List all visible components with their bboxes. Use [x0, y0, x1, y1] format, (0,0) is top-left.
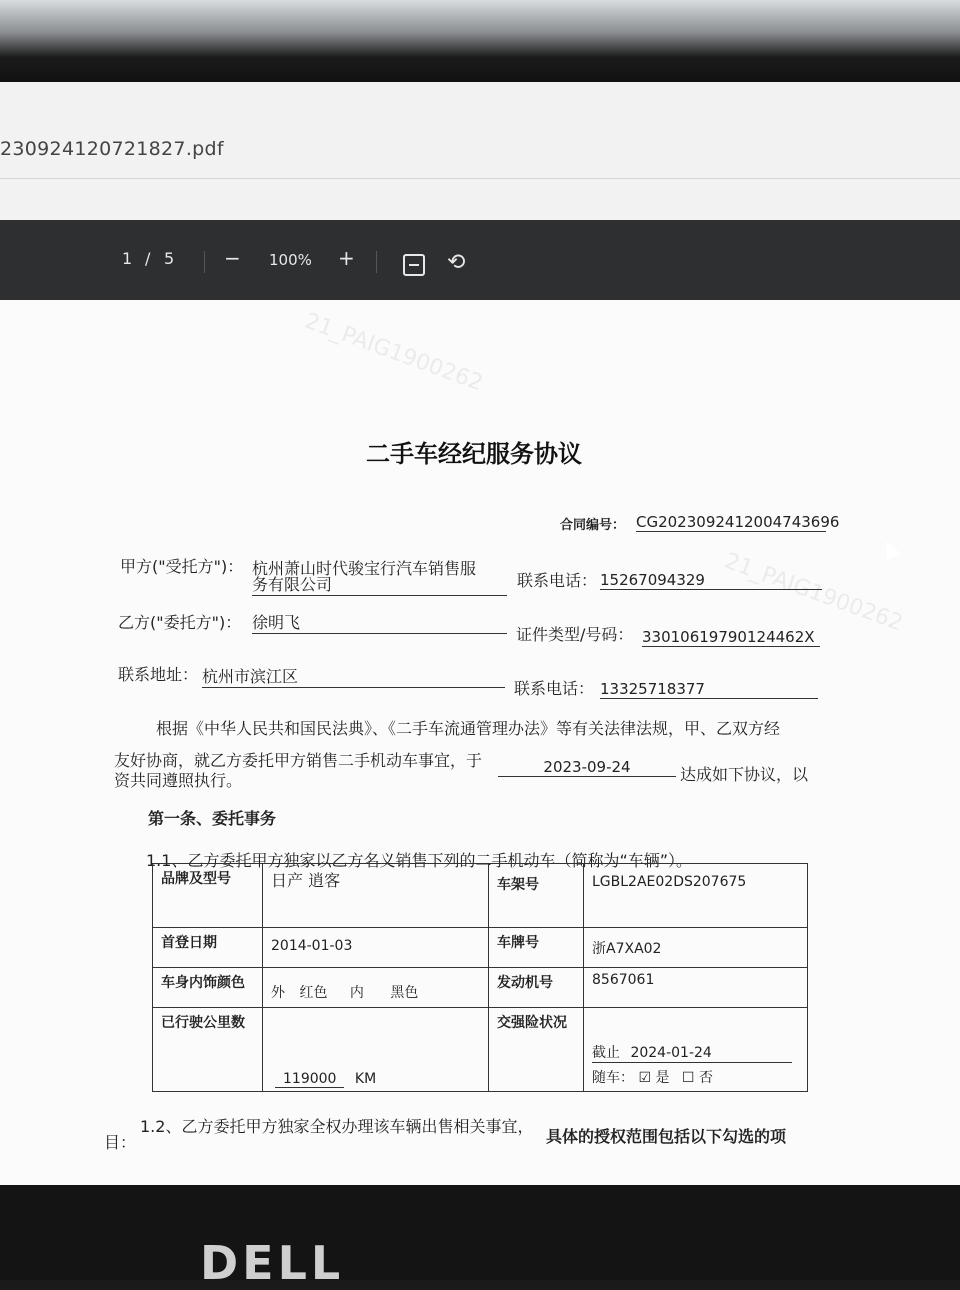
zoom-level[interactable]: 100% [269, 251, 312, 269]
clause-1-2-bold: 具体的授权范围包括以下勾选的项 [546, 1127, 787, 1146]
contract-no: CG2023092412004743696 [636, 513, 840, 531]
window-titlebar [0, 82, 960, 221]
vin-label: 车架号 [489, 864, 584, 928]
agreement-date: 2023-09-24 [498, 758, 676, 777]
paragraph-line: 友好协商，就乙方委托甲方销售二手机动车事宜，于 [114, 751, 483, 770]
exterior-label: 外 [271, 985, 285, 1001]
vehicle-info-table [152, 863, 808, 1092]
dell-logo: DELL [200, 1236, 345, 1290]
contract-no-label: 合同编号： [560, 518, 626, 533]
reg-date-value: 2014-01-03 [263, 928, 489, 968]
rotate-icon[interactable]: ⟲ [447, 250, 466, 275]
party-b-phone: 13325718377 [600, 680, 818, 699]
mileage-value: 119000 [275, 1071, 344, 1088]
page-total: 5 [164, 249, 175, 268]
file-name: 230924120721827.pdf [0, 138, 224, 160]
vin-value: LGBL2AE02DS207675 [584, 864, 808, 928]
watermark: 21_PAIG1900262 [721, 548, 907, 637]
paragraph-line: 资共同遵照执行。 [114, 771, 243, 790]
interior-color: 黑色 [390, 985, 419, 1001]
page-current[interactable]: 1 [122, 249, 133, 268]
address: 杭州市滨江区 [202, 664, 505, 688]
id-label: 证件类型/号码： [516, 625, 634, 644]
reg-date-label: 首登日期 [153, 928, 263, 968]
interior-label: 内 [349, 985, 364, 1001]
mileage-label: 已行驶公里数 [153, 1008, 263, 1092]
party-b-phone-label: 联系电话： [514, 679, 595, 698]
pdf-page [0, 300, 960, 1185]
insurance-label: 交强险状况 [489, 1008, 584, 1092]
zoom-out-button[interactable]: − [224, 246, 241, 270]
engine-value: 8567061 [584, 968, 808, 1008]
color-label: 车身内饰颜色 [153, 968, 263, 1008]
id-number: 33010619790124462X [642, 628, 820, 647]
party-a-name-line1: 杭州萧山时代骏宝行汽车销售服 [252, 559, 477, 578]
checkbox-yes: ☑ [638, 1070, 652, 1086]
clause-1-2-tail: 目： [104, 1133, 137, 1152]
mileage-unit: KM [354, 1071, 377, 1087]
paragraph-line: 根据《中华人民共和国民法典》、《二手车流通管理办法》等有关法律法规，甲、乙双方经 [156, 719, 781, 738]
clause-1-2: 1.2、乙方委托甲方独家全权办理该车辆出售相关事宜， [140, 1117, 534, 1136]
fit-page-icon[interactable] [403, 254, 425, 276]
document-title: 二手车经纪服务协议 [366, 440, 582, 468]
party-a-phone-label: 联系电话： [517, 571, 598, 590]
insurance-until-label: 截止 [592, 1045, 620, 1061]
insurance-until-date: 2024-01-24 [630, 1045, 712, 1061]
zoom-in-button[interactable]: + [338, 246, 355, 270]
brand-value: 日产 逍客 [263, 864, 489, 928]
watermark: 21_PAIG1900262 [301, 308, 487, 397]
paragraph-line: 达成如下协议，以 [680, 765, 809, 784]
plate-value: 浙A7XA02 [584, 928, 808, 968]
page-separator: / [145, 249, 151, 268]
divider [0, 178, 960, 179]
party-a-label: 甲方("受托方")： [120, 557, 244, 576]
monitor-bottom-bezel [0, 1185, 960, 1280]
no-label: 否 [698, 1070, 713, 1086]
pdf-toolbar [0, 220, 960, 300]
with-car-label: 随车： [592, 1070, 634, 1086]
section-heading: 第一条、委托事务 [148, 809, 277, 828]
clause-1-1: 1.1、乙方委托甲方独家以乙方名义销售下列的二手机动车（简称为“车辆”）。 [146, 851, 693, 870]
exterior-color: 红色 [299, 985, 328, 1001]
party-a-phone: 15267094329 [600, 571, 822, 590]
divider [376, 251, 377, 273]
brand-label: 品牌及型号 [153, 864, 263, 928]
address-label: 联系地址： [118, 665, 199, 684]
plate-label: 车牌号 [489, 928, 584, 968]
party-b-label: 乙方("委托方")： [118, 613, 242, 632]
party-a-name-line2: 务有限公司 [252, 572, 507, 596]
party-b-name: 徐明飞 [252, 610, 507, 634]
yes-label: 是 [655, 1070, 670, 1086]
engine-label: 发动机号 [489, 968, 584, 1008]
monitor-top-bezel [0, 0, 960, 82]
divider [204, 251, 205, 273]
checkbox-no: ☐ [681, 1070, 695, 1086]
